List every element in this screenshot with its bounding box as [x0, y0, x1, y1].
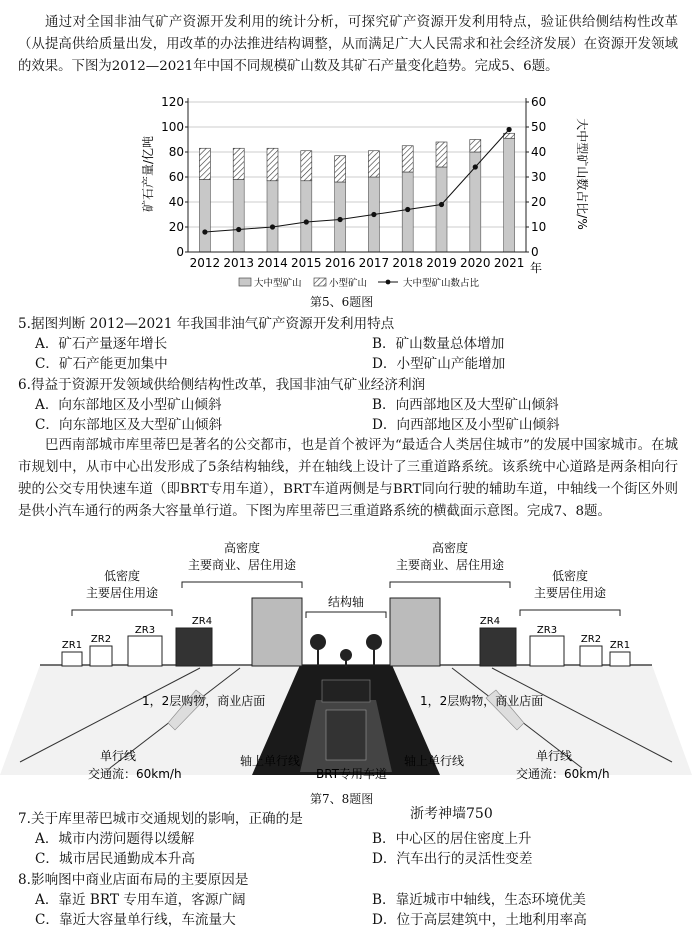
- tower-left: [252, 598, 302, 666]
- building-zr1-left: [62, 652, 82, 666]
- bar-large-mines: [267, 181, 278, 252]
- share-point: [304, 219, 309, 224]
- label-commercial-right: 主要商业、居住用途: [395, 558, 505, 572]
- y-tick-right: 10: [531, 220, 547, 234]
- mine-output-chart: [0, 94, 692, 326]
- intro-paragraph-7-8: 巴西南部城市库里蒂巴是著名的公交都市，也是首个被评为“最适合人类居住城市”的发展中国家城市。在城市规划中，从市中心出发形成了5条结构轴线，并在轴线上设计了三重道路系统。该系统中心道路是两条相向行驶的公交专用快速车道（即BRT专用车道），BRT车道两侧是与BRT同向行驶的辅助车道，中轴线一个街区外则是供小汽车通行的两条大容量单行道。下图为库里蒂巴三重道路系统的横截面示意图。完成7、8题。: [18, 438, 678, 519]
- bracket-low-right: [520, 610, 620, 616]
- label-residential-right: 主要居住用途: [533, 586, 607, 600]
- label-shops-left: 1，2层购物，商业店面: [142, 694, 266, 708]
- q6-option-d: D．向西部地区及小型矿山倾斜: [372, 417, 560, 433]
- q8-option-b: B．靠近城市中轴线，生态环境优美: [372, 892, 586, 908]
- x-tick-label: 2012: [189, 256, 221, 270]
- label-low-density-right: 低密度: [551, 569, 589, 583]
- label-zr1-right: ZR1: [609, 640, 631, 651]
- y-tick-left: 60: [168, 170, 184, 184]
- label-high-density-left: 高密度: [223, 541, 261, 555]
- q6-option-c: C．向东部地区及大型矿山倾斜: [35, 417, 223, 433]
- bar-small-mines: [368, 151, 379, 177]
- y-tick-right: 30: [531, 170, 547, 184]
- bar-large-mines: [233, 180, 244, 253]
- label-zr2-left: ZR2: [90, 634, 112, 645]
- question-7-stem: 7.关于库里蒂巴城市交通规划的影响，正确的是: [18, 811, 303, 827]
- label-low-density-left: 低密度: [103, 569, 141, 583]
- share-point: [202, 229, 207, 234]
- x-axis-unit: 年: [530, 261, 543, 275]
- share-point: [236, 227, 241, 232]
- y-tick-left: 40: [168, 195, 184, 209]
- x-tick-label: 2015: [291, 256, 322, 270]
- legend-large: 大中型矿山: [254, 278, 302, 289]
- building-zr2-right: [580, 646, 602, 666]
- q8-option-d: D．位于高层建筑中，土地利用率高: [372, 912, 587, 928]
- trees: [310, 634, 382, 667]
- q6-option-b: B．向西部地区及大型矿山倾斜: [372, 397, 559, 413]
- share-point: [371, 212, 376, 217]
- label-oneway-left: 单行线: [100, 749, 137, 763]
- y-tick-left: 80: [168, 145, 184, 159]
- question-5-stem: 5.据图判断 2012—2021 年我国非油气矿产资源开发利用特点: [18, 316, 395, 332]
- q8-option-c: C．靠近大容量单行线，车流量大: [35, 912, 236, 928]
- share-point: [405, 207, 410, 212]
- q7-option-c: C．城市居民通勤成本升高: [35, 851, 195, 867]
- bar-small-mines: [199, 148, 210, 179]
- y-tick-right: 20: [531, 195, 547, 209]
- q7-option-a: A．城市内涝问题得以缓解: [35, 831, 195, 847]
- label-zr1-left: ZR1: [61, 640, 83, 651]
- road-system-diagram: [0, 540, 692, 790]
- legend-swatch-large: [239, 278, 251, 286]
- building-zr4-left: [176, 628, 212, 666]
- building-zr3-left: [128, 636, 162, 666]
- question-6-stem: 6.得益于资源开发领域供给侧结构性改革，我国非油气矿业经济利润: [18, 377, 426, 393]
- x-tick-label: 2014: [257, 256, 288, 270]
- label-traffic-right: 交通流：60km/h: [516, 767, 610, 781]
- label-zr4-left: ZR4: [191, 616, 213, 627]
- intro-paragraph-5-6: 通过对全国非油气矿产资源开发利用的统计分析，可探究矿产资源开发利用特点，验证供给侧结构性改革（从提高供给质量出发，用改革的办法推进结构调整，从而满足广大人民需求和社会经济发展）在资源开发领域的效果。下图为2012—2021年中国不同规模矿山数及其矿石产量变化趋势。完成5、6题。: [18, 15, 678, 74]
- building-zr2-left: [90, 646, 112, 666]
- label-zr2-right: ZR2: [580, 634, 602, 645]
- bar-large-mines: [301, 181, 312, 252]
- label-zr3-left: ZR3: [134, 625, 156, 636]
- bar-large-mines: [504, 138, 515, 252]
- y-tick-left: 0: [176, 245, 184, 259]
- share-point: [473, 164, 478, 169]
- q5-option-a: A．矿石产量逐年增长: [35, 336, 168, 352]
- bar-large-mines: [436, 167, 447, 252]
- y-tick-right: 40: [531, 145, 547, 159]
- x-tick-label: 2017: [358, 256, 390, 270]
- share-point: [338, 217, 343, 222]
- q7-option-b: B．中心区的居住密度上升: [372, 831, 532, 847]
- bracket-low-left: [72, 610, 172, 616]
- label-traffic-left: 交通流：60km/h: [88, 767, 182, 781]
- bar-small-mines: [436, 142, 447, 167]
- share-point: [439, 202, 444, 207]
- bar-small-mines: [233, 148, 244, 179]
- label-axis-oneway-left: 轴上单行线: [240, 754, 301, 768]
- label-zr3-right: ZR3: [536, 625, 558, 636]
- legend-point-swatch: [386, 280, 391, 285]
- diagram-caption: 第7、8题图: [310, 792, 374, 806]
- share-line: [205, 130, 509, 233]
- legend-small: 小型矿山: [329, 278, 368, 289]
- label-oneway-right: 单行线: [536, 749, 573, 763]
- watermark: 浙考神墙750: [410, 806, 493, 822]
- bar-small-mines: [335, 156, 346, 182]
- share-point: [507, 127, 512, 132]
- y-tick-right: 0: [531, 245, 539, 259]
- y-axis-right-label: 大中型矿山数占比/%: [575, 118, 589, 230]
- label-brt-lane: BRT专用车道: [316, 767, 388, 781]
- q7-option-d: D．汽车出行的灵活性变差: [372, 851, 533, 867]
- legend-swatch-small: [314, 278, 326, 286]
- building-zr3-right: [530, 636, 564, 666]
- x-tick-label: 2013: [223, 256, 254, 270]
- bar-small-mines: [402, 146, 413, 172]
- chart-share-line: [202, 127, 511, 235]
- bar-large-mines: [199, 180, 210, 253]
- q5-option-b: B．矿山数量总体增加: [372, 336, 505, 352]
- label-shops-right: 1，2层购物，商业店面: [420, 694, 544, 708]
- q5-option-c: C．矿石产能更加集中: [35, 356, 168, 372]
- q8-option-a: A．靠近 BRT 专用车道，客源广阔: [35, 892, 246, 908]
- label-axis-oneway-right: 轴上单行线: [404, 754, 465, 768]
- tower-right: [390, 598, 440, 666]
- y-tick-left: 100: [161, 120, 184, 134]
- bracket-high-right: [390, 582, 510, 588]
- question-8-stem: 8.影响图中商业店面布局的主要原因是: [18, 872, 249, 888]
- chart-ticks: [161, 95, 546, 270]
- building-zr4-right: [480, 628, 516, 666]
- chart-legend: [239, 277, 480, 289]
- label-structural-axis: 结构轴: [327, 595, 365, 609]
- x-tick-label: 2019: [426, 256, 457, 270]
- chart-bars: [199, 133, 514, 252]
- label-residential-left: 主要居住用途: [85, 586, 159, 600]
- label-commercial-left: 主要商业、居住用途: [187, 558, 297, 572]
- chart-caption: 第5、6题图: [310, 295, 374, 309]
- share-point: [270, 224, 275, 229]
- bracket-axis: [306, 612, 386, 618]
- building-zr1-right: [610, 652, 630, 666]
- bar-small-mines: [267, 148, 278, 181]
- y-tick-left: 20: [168, 220, 184, 234]
- bar-small-mines: [470, 140, 481, 153]
- legend-share: 大中型矿山数占比: [403, 278, 480, 289]
- y-tick-left: 120: [161, 95, 184, 109]
- y-axis-left-label: 矿石产量/亿吨: [141, 135, 155, 213]
- bracket-high-left: [182, 582, 302, 588]
- y-tick-right: 60: [531, 95, 547, 109]
- label-high-density-right: 高密度: [431, 541, 469, 555]
- bar-small-mines: [301, 151, 312, 181]
- q6-option-a: A．向东部地区及小型矿山倾斜: [35, 397, 222, 413]
- y-tick-right: 50: [531, 120, 547, 134]
- x-tick-label: 2018: [392, 256, 423, 270]
- q5-option-d: D．小型矿山产能增加: [372, 356, 506, 372]
- label-zr4-right: ZR4: [479, 616, 501, 627]
- x-tick-label: 2016: [324, 256, 356, 270]
- x-tick-label: 2020: [460, 256, 491, 270]
- x-tick-label: 2021: [493, 256, 525, 270]
